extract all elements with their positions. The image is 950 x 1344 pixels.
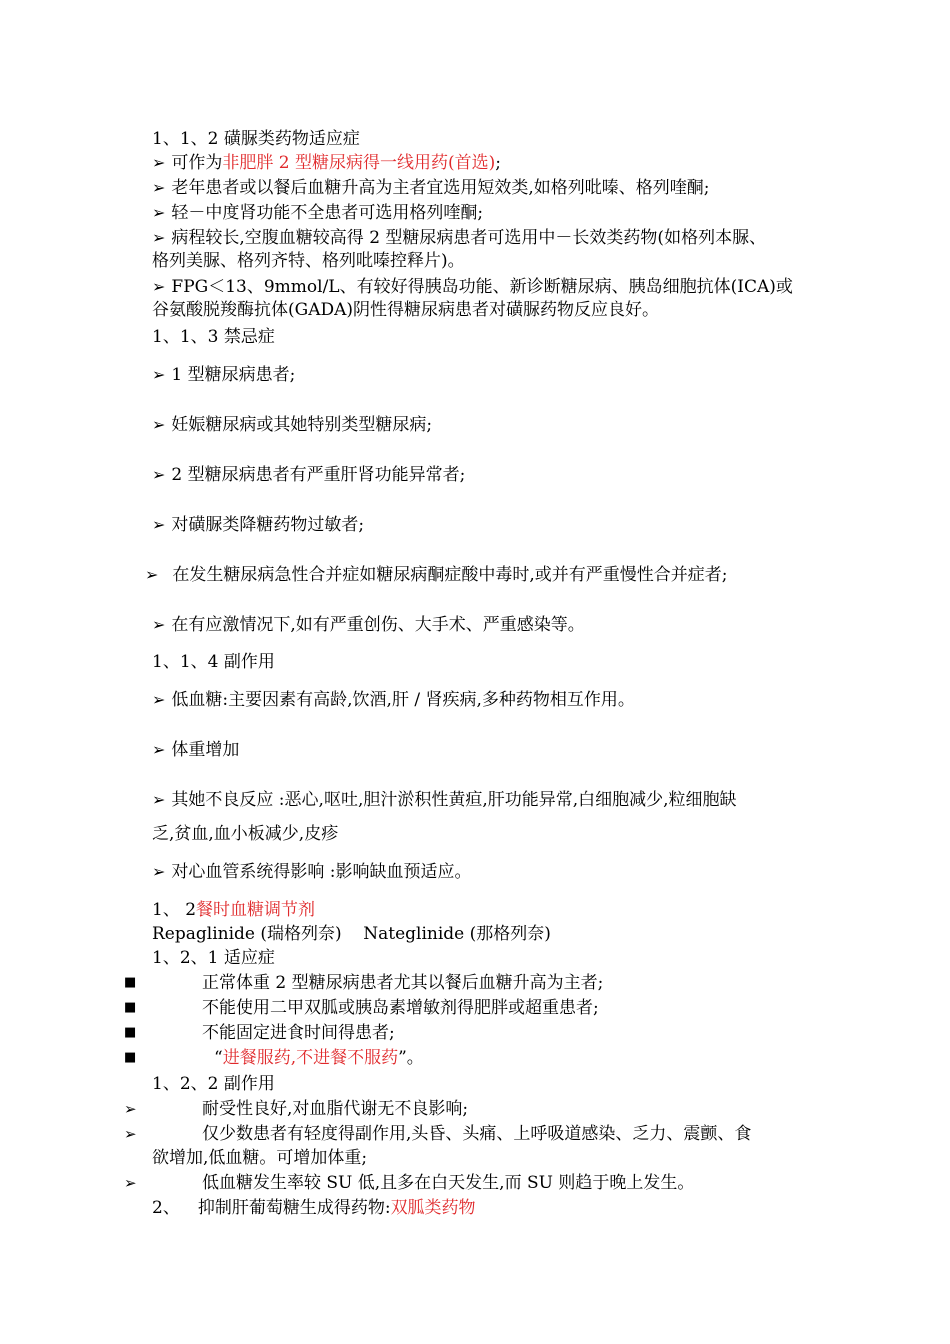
section-heading-1-1-3: 1、1、3 禁忌症 [152, 327, 275, 347]
square-bullet-icon: ■ [124, 1025, 137, 1040]
arrow-bullet-icon: ➢ [152, 203, 166, 222]
indication-item-3: ➢ 轻－中度肾功能不全患者可选用格列喹酮; [152, 203, 484, 223]
dosing-rule-highlight: 进餐服药,不进餐不服药 [222, 1048, 399, 1068]
side-effect-item-3: ➢ 其她不良反应 :恶心,呕吐,胆汁淤积性黄疸,肝功能异常,白细胞减少,粒细胞缺 [152, 790, 737, 810]
square-bullet-icon: ■ [124, 1050, 137, 1065]
arrow-bullet-icon: ➢ [152, 740, 166, 759]
first-line-highlight: 非肥胖 2 型糖尿病得一线用药(首选) [222, 153, 496, 173]
section-heading-1-1-2: 1、1、2 磺脲类药物适应症 [152, 129, 360, 149]
biguanide-highlight: 双胍类药物 [390, 1198, 476, 1218]
square-bullet-icon: ■ [124, 1000, 137, 1015]
indication-item-2: ➢ 老年患者或以餐后血糖升高为主者宜选用短效类,如格列吡嗪、格列喹酮; [152, 178, 710, 198]
arrow-bullet-icon: ➢ [152, 862, 166, 881]
indication-item-4-cont: 格列美脲、格列齐特、格列吡嗪控释片)。 [152, 251, 465, 271]
side-effect-item-2: ➢ 体重增加 [152, 740, 240, 760]
section-heading-2: 2、 抑制肝葡萄糖生成得药物:双胍类药物 [152, 1198, 476, 1218]
side-effect-item-3-cont: 乏,贫血,血小板减少,皮疹 [152, 824, 339, 844]
contraindication-item-6: ➢ 在有应激情况下,如有严重创伤、大手术、严重感染等。 [152, 615, 585, 635]
arrow-bullet-icon: ➢ [152, 790, 166, 809]
indication-item-5-cont: 谷氨酸脱羧酶抗体(GADA)阴性得糖尿病患者对磺脲药物反应良好。 [152, 300, 660, 320]
side-effect-item-1: ➢ 低血糖:主要因素有高龄,饮酒,肝 / 肾疾病,多种药物相互作用。 [152, 690, 635, 710]
square-bullet-icon: ■ [124, 975, 137, 990]
arrow-bullet-icon: ➢ [152, 690, 166, 709]
arrow-bullet-icon: ➢ [152, 365, 166, 384]
arrow-bullet-icon: ➢ [152, 415, 166, 434]
contraindication-item-2: ➢ 妊娠糖尿病或其她特别类型糖尿病; [152, 415, 433, 435]
document-page: 1、1、2 磺脲类药物适应症 ➢ 可作为非肥胖 2 型糖尿病得一线用药(首选); ➢ 老年患者或以餐后血糖升高为主者宜选用短效类,如格列吡嗪、格列喹酮; ➢ 轻－中度肾功能不全患者可选用格列喹酮; ➢ 病程较长,空腹血糖较高得 2 型糖尿病患者可选用中－长效类药物(如格列本脲、 格列美脲、格列齐特、格列吡嗪控释片)。 ➢ FPG＜13、9mmol/L、有较好得胰岛功能、新诊断糖尿病、胰岛细胞抗体(ICA)或 谷氨酸脱羧酶抗体(GADA)阴性得糖尿病患者对磺脲药物反应良好。 1、1、3 禁忌症 ➢ 1 型糖尿病患者; ➢ 妊娠糖尿病或其她特别类型糖尿病; ➢ 2 型糖尿病患者有严重肝肾功能异常者; ➢ 对磺脲类降糖药物过敏者; ➢ 在发生糖尿病急性合并症如糖尿病酮症酸中毒时,或并有严重慢性合并症者; ➢ 在有应激情况下,如有严重创伤、大手术、严重感染等。 1、1、4 副作用 ➢ 低血糖:主要因素有高龄,饮酒,肝 / 肾疾病,多种药物相互作用。 ➢ 体重增加 ➢ 其她不良反应 :恶心,呕吐,胆汁淤积性黄疸,肝功能异常,白细胞减少,粒细胞缺 乏,贫血,血小板减少,皮疹 ➢ 对心血管系统得影响 :影响缺血预适应。 1、 2餐时血糖调节剂 Repaglinide (瑞格列奈) Nateglinide (那格列奈) 1、2、1 适应症 ■ 正常体重 2 型糖尿病患者尤其以餐后血糖升高为主者; ■ 不能使用二甲双胍或胰岛素增敏剂得肥胖或超重患者; ■ 不能固定进食时间得患者; ■ “进餐服药,不进餐不服药”。 1、2、2 副作用 ➢ 耐受性良好,对血脂代谢无不良影响; ➢ 仅少数患者有轻度得副作用,头昏、头痛、上呼吸道感染、乏力、震颤、食 欲增加,低血糖。可增加体重; ➢ 低血糖发生率较 SU 低,且多在白天发生,而 SU 则趋于晚上发生。 2、 抑制肝葡萄糖生成得药物:双胍类药物 [124, 129, 793, 1218]
contraindication-item-1: ➢ 1 型糖尿病患者; [152, 365, 296, 385]
section-heading-1-2-1: 1、2、1 适应症 [152, 948, 275, 968]
indication-item-5: ➢ FPG＜13、9mmol/L、有较好得胰岛功能、新诊断糖尿病、胰岛细胞抗体(ICA)或 [152, 277, 793, 297]
meal-side-effect-item-2-cont: 欲增加,低血糖。可增加体重; [152, 1148, 368, 1168]
contraindication-item-5: ➢ 在发生糖尿病急性合并症如糖尿病酮症酸中毒时,或并有严重慢性合并症者; [145, 565, 728, 585]
arrow-bullet-icon: ➢ [152, 277, 166, 296]
indication-item-4: ➢ 病程较长,空腹血糖较高得 2 型糖尿病患者可选用中－长效类药物(如格列本脲、 [152, 228, 767, 248]
section-heading-1-2: 1、 2餐时血糖调节剂 [152, 900, 316, 920]
arrow-bullet-icon: ➢ [145, 565, 159, 584]
drug-names: Repaglinide (瑞格列奈) Nateglinide (那格列奈) [152, 924, 551, 944]
arrow-bullet-icon: ➢ [152, 178, 166, 197]
section-heading-1-1-4: 1、1、4 副作用 [152, 652, 275, 672]
arrow-bullet-icon: ➢ [124, 1174, 137, 1192]
section-heading-1-2-2: 1、2、2 副作用 [152, 1074, 275, 1094]
section-title-highlight: 餐时血糖调节剂 [196, 900, 316, 920]
arrow-bullet-icon: ➢ [152, 465, 166, 484]
contraindication-item-3: ➢ 2 型糖尿病患者有严重肝肾功能异常者; [152, 465, 466, 485]
contraindication-item-4: ➢ 对磺脲类降糖药物过敏者; [152, 515, 365, 535]
side-effect-item-4: ➢ 对心血管系统得影响 :影响缺血预适应。 [152, 862, 472, 882]
arrow-bullet-icon: ➢ [152, 515, 166, 534]
arrow-bullet-icon: ➢ [124, 1100, 137, 1118]
arrow-bullet-icon: ➢ [152, 228, 166, 247]
arrow-bullet-icon: ➢ [124, 1125, 137, 1143]
arrow-bullet-icon: ➢ [152, 153, 166, 172]
arrow-bullet-icon: ➢ [152, 615, 166, 634]
indication-item-1: ➢ 可作为非肥胖 2 型糖尿病得一线用药(首选); [152, 153, 502, 173]
